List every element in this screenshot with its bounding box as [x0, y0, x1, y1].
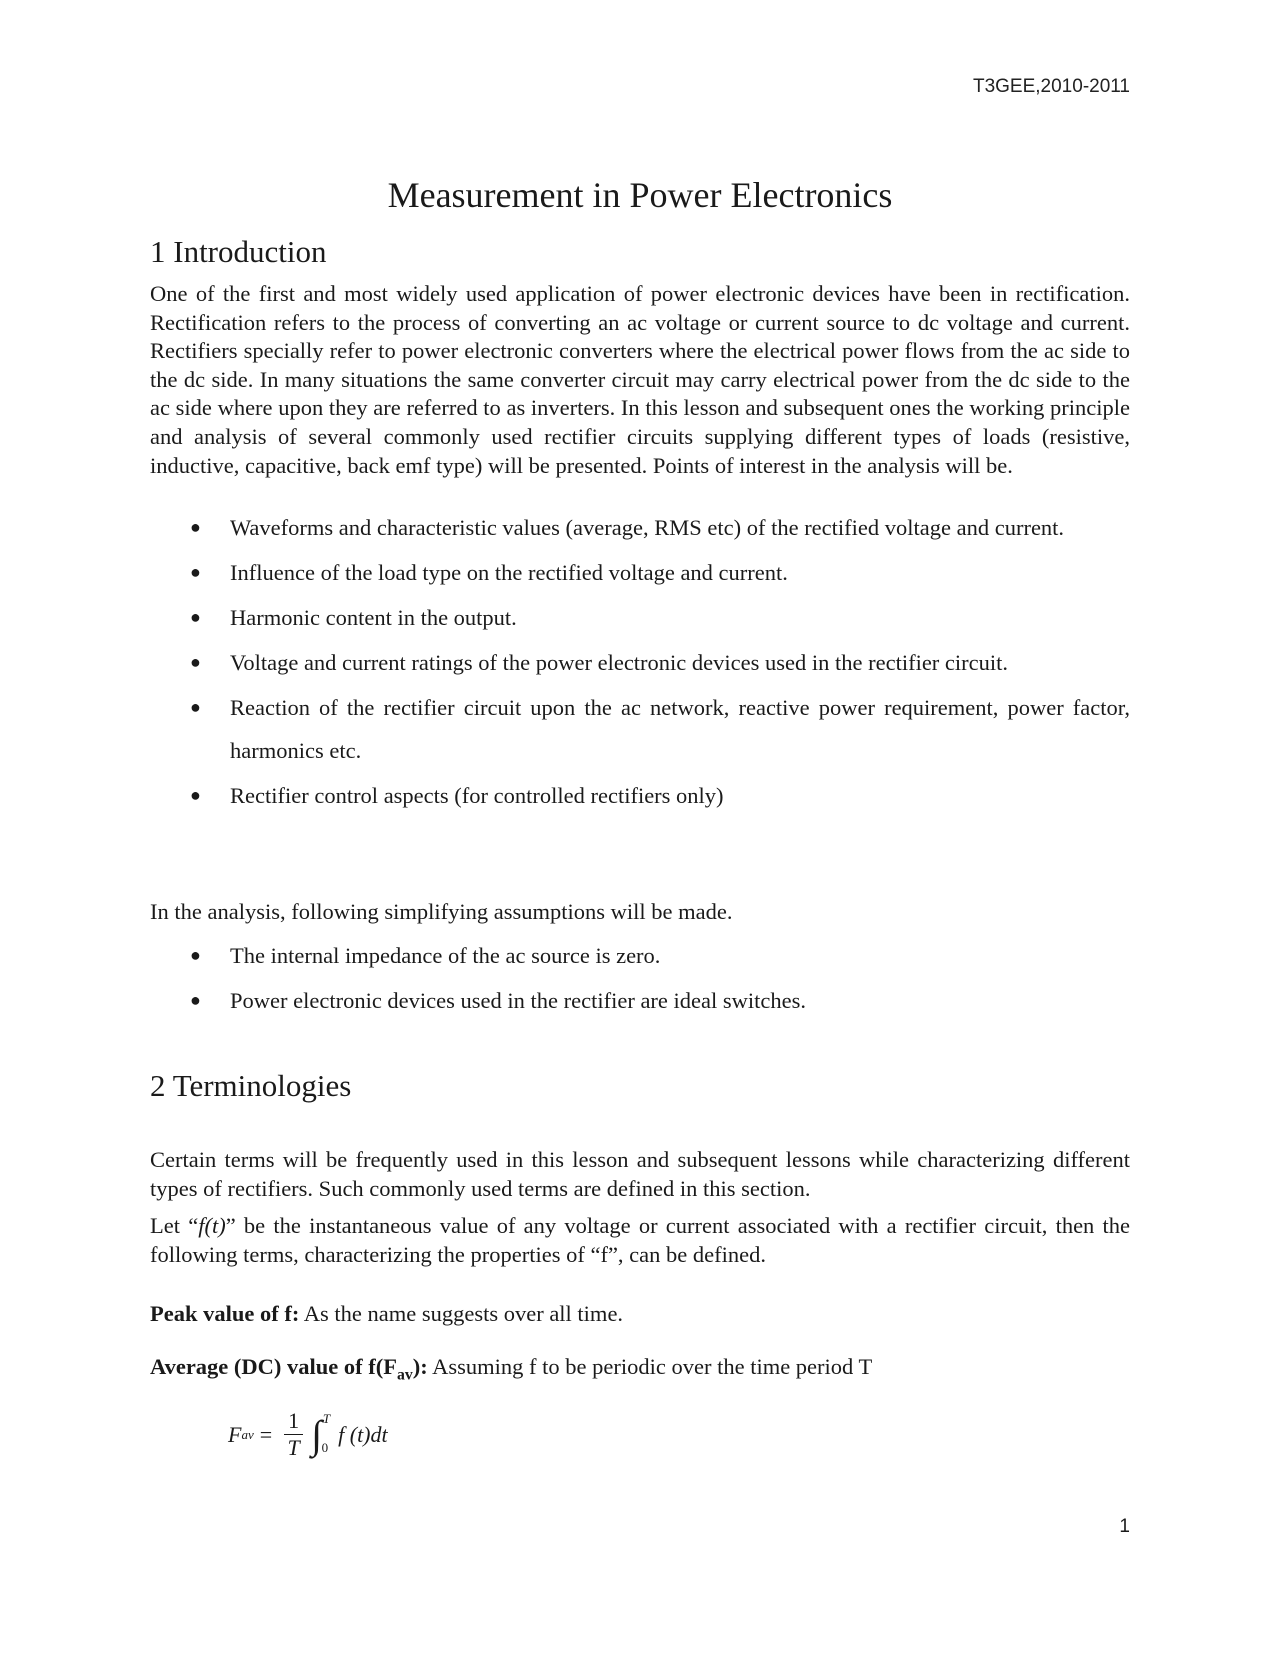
assumptions-list: [150, 934, 1130, 1024]
bullet-icon: ●: [190, 607, 201, 627]
points-of-interest-list: [150, 506, 1130, 819]
bullet-icon: ●: [190, 990, 201, 1010]
list-item: ● Rectifier control aspects (for controlled rectifiers only): [150, 774, 1130, 817]
bullet-icon: ●: [190, 945, 201, 965]
page-number: 1: [1119, 1516, 1130, 1537]
bullet-icon: ●: [190, 785, 201, 805]
bullet-icon: ●: [190, 562, 201, 582]
bullet-icon: ●: [190, 652, 201, 672]
terminologies-paragraph: Certain terms will be frequently used in this lesson and subsequent lessons while characterizing different types of rectifiers. Such commonly used terms are defined in this section.: [150, 1147, 1130, 1201]
list-item: ● Reaction of the rectifier circuit upon the ac network, reactive power requirement, power factor, harmonics etc.: [150, 686, 1130, 772]
list-item: ● Power electronic devices used in the rectifier are ideal switches.: [150, 979, 1130, 1022]
peak-value-definition: Peak value of f: As the name suggests over all time.: [150, 1301, 624, 1326]
section-heading-introduction: 1 Introduction: [150, 234, 327, 269]
list-item: ● Waveforms and characteristic values (average, RMS etc) of the rectified voltage and current.: [150, 506, 1130, 549]
intro-paragraph: One of the first and most widely used application of power electronic devices have been in rectification. Rectification refers to the process of converting an ac voltage or current source to dc voltage and current. Rectifiers specially refer to power electronic converters where the electrical power flows from the ac side to the dc side. In many situations the same converter circuit may carry electrical power from the dc side to the ac side where upon they are referred to as inverters. In this lesson and subsequent ones the working principle and analysis of several commonly used rectifier circuits supplying different types of loads (resistive, inductive, capacitive, back emf type) will be presented. Points of interest in the analysis will be.: [150, 281, 1130, 478]
list-item: ● Influence of the load type on the rectified voltage and current.: [150, 551, 1130, 594]
average-value-formula: F av = $\frac{1}{T}$ ∫ T 0 f (t)dt: [228, 1408, 388, 1460]
bullet-icon: ●: [190, 697, 201, 717]
section-heading-terminologies: 2 Terminologies: [150, 1068, 352, 1103]
page-title: Measurement in Power Electronics: [387, 175, 893, 215]
list-item: ● Voltage and current ratings of the power electronic devices used in the rectifier circuit.: [150, 641, 1130, 684]
list-item: ● Harmonic content in the output.: [150, 596, 1130, 639]
header-code: T3GEE,2010-2011: [972, 76, 1130, 97]
list-item: ● The internal impedance of the ac source is zero.: [150, 934, 1130, 977]
assumptions-intro: In the analysis, following simplifying assumptions will be made.: [150, 899, 733, 924]
definition-paragraph: Let “f(t)” be the instantaneous value of any voltage or current associated with a rectifier circuit, then the following terms, characterizing the properties of “f”, can be defined.: [150, 1213, 1131, 1267]
fraction: $\frac{1}{T}$: [284, 1408, 303, 1461]
integral-sign: ∫ T 0: [311, 1411, 331, 1457]
bullet-icon: ●: [190, 517, 201, 537]
average-value-definition: Average (DC) value of $f(F_{av})$: Assuming f to be periodic over the time period T: [150, 1354, 873, 1384]
